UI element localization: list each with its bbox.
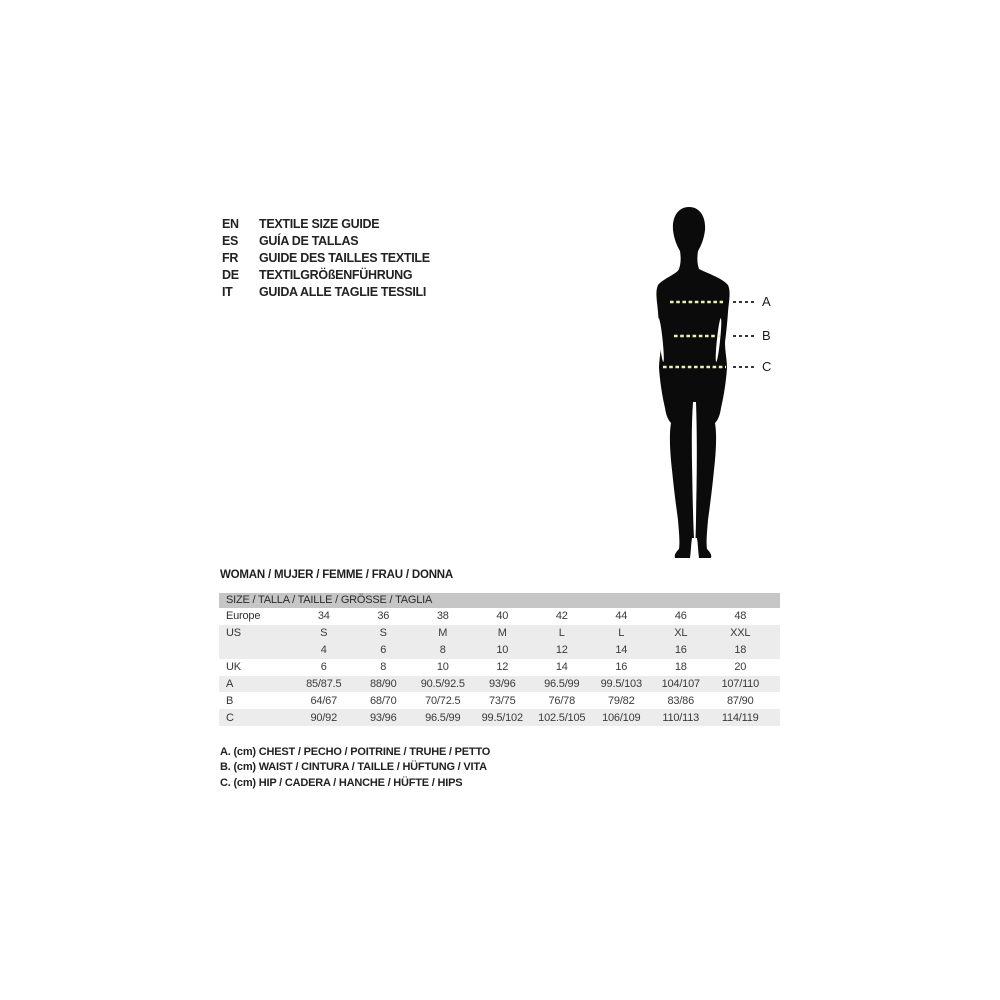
language-row: [222, 267, 430, 284]
size-cell: M: [497, 627, 507, 640]
language-title: TEXTILGRÖßENFÜHRUNG: [259, 268, 413, 283]
measurement-note: C. (cm) HIP / CADERA / HANCHE / HÜFTE / HIPS: [220, 776, 463, 789]
measure-label-c: C: [762, 359, 772, 374]
row-label: B: [226, 694, 234, 707]
size-cell: 36: [377, 610, 390, 623]
size-cell: 18: [674, 661, 687, 674]
size-table: [219, 593, 780, 726]
language-title-list: [222, 215, 430, 301]
size-cell: 68/70: [369, 694, 397, 707]
language-code: EN: [222, 216, 239, 231]
measurement-notes: [220, 745, 490, 791]
language-row: [222, 284, 430, 301]
size-cell: 96.5/99: [544, 678, 580, 690]
size-cell: 10: [496, 644, 509, 657]
size-cell: 70/72.5: [425, 694, 461, 707]
size-cell: 96.5/99: [425, 711, 461, 724]
language-row: [222, 215, 430, 232]
size-cell: 18: [734, 644, 747, 657]
language-title: TEXTILE SIZE GUIDE: [259, 216, 380, 231]
language-row: [222, 249, 430, 266]
size-cell: XL: [674, 627, 688, 640]
size-cell: 87/90: [726, 694, 754, 707]
language-code: IT: [222, 285, 233, 300]
size-cell: 46: [674, 610, 687, 623]
table-row: [219, 692, 780, 709]
size-cell: 14: [615, 644, 628, 657]
size-table-rows: [219, 608, 780, 726]
language-code: FR: [222, 250, 239, 265]
language-title: GUIDE DES TAILLES TEXTILE: [259, 250, 430, 265]
size-cell: 73/75: [488, 694, 516, 707]
language-code: ES: [222, 233, 239, 248]
size-cell: 40: [496, 610, 509, 623]
size-cell: 6: [380, 644, 387, 657]
size-cell: M: [438, 627, 448, 640]
size-cell: L: [558, 627, 565, 640]
row-label: UK: [226, 661, 241, 674]
measure-label-a: A: [762, 294, 771, 309]
size-cell: 64/67: [310, 694, 338, 707]
size-cell: 44: [615, 610, 628, 623]
size-cell: L: [618, 627, 625, 640]
size-cell: S: [379, 627, 387, 640]
size-cell: XXL: [730, 627, 751, 640]
table-row: [219, 709, 780, 726]
size-cell: 16: [615, 661, 628, 674]
size-cell: 93/96: [369, 711, 397, 724]
woman-silhouette-figure: [615, 190, 775, 570]
size-cell: 107/110: [721, 678, 760, 690]
size-cell: 102.5/105: [538, 711, 586, 724]
size-cell: 20: [734, 661, 747, 674]
measure-label-b: B: [762, 328, 771, 343]
size-cell: 99.5/102: [481, 711, 523, 724]
size-cell: 79/82: [607, 694, 635, 707]
size-table-header: SIZE / TALLA / TAILLE / GRÖSSE / TAGLIA: [219, 593, 780, 608]
language-code: DE: [222, 268, 239, 283]
size-cell: 85/87.5: [306, 678, 342, 690]
size-cell: 99.5/103: [600, 678, 642, 690]
size-cell: 8: [380, 661, 387, 674]
size-cell: S: [320, 627, 328, 640]
size-cell: 8: [439, 644, 446, 657]
size-cell: 48: [734, 610, 747, 623]
size-cell: 88/90: [369, 678, 397, 690]
size-cell: 14: [555, 661, 568, 674]
language-title: GUÍA DE TALLAS: [259, 233, 359, 248]
measurement-note: A. (cm) CHEST / PECHO / POITRINE / TRUHE / PETTO: [220, 746, 491, 758]
size-cell: 76/78: [548, 694, 576, 707]
size-cell: 10: [436, 661, 449, 674]
row-label: Europe: [226, 610, 261, 623]
row-label: C: [226, 711, 234, 724]
size-cell: 90/92: [310, 711, 338, 724]
size-cell: 12: [496, 661, 509, 674]
size-cell: 93/96: [488, 678, 516, 690]
gender-group-title: WOMAN / MUJER / FEMME / FRAU / DONNA: [220, 569, 454, 581]
table-row: [219, 608, 780, 625]
size-cell: 42: [555, 610, 568, 623]
size-cell: 104/107: [661, 678, 700, 690]
size-cell: 83/86: [667, 694, 695, 707]
size-cell: 4: [320, 644, 327, 657]
size-cell: 110/113: [662, 711, 700, 724]
size-cell: 6: [320, 661, 327, 674]
table-row: [219, 676, 780, 693]
size-cell: 114/119: [721, 711, 759, 724]
size-cell: 12: [555, 644, 568, 657]
table-row: [219, 659, 780, 676]
size-cell: 38: [436, 610, 449, 623]
size-cell: 34: [317, 610, 330, 623]
size-cell: 90.5/92.5: [420, 678, 465, 690]
size-cell: 106/109: [602, 711, 641, 724]
table-row: [219, 642, 780, 659]
language-row: [222, 232, 430, 249]
row-label: US: [226, 627, 241, 640]
size-cell: 16: [674, 644, 687, 657]
row-label: A: [226, 678, 234, 690]
measurement-note: B. (cm) WAIST / CINTURA / TAILLE / HÜFTUNG / VITA: [220, 761, 487, 774]
table-row: [219, 625, 780, 642]
language-title: GUIDA ALLE TAGLIE TESSILI: [259, 285, 427, 300]
